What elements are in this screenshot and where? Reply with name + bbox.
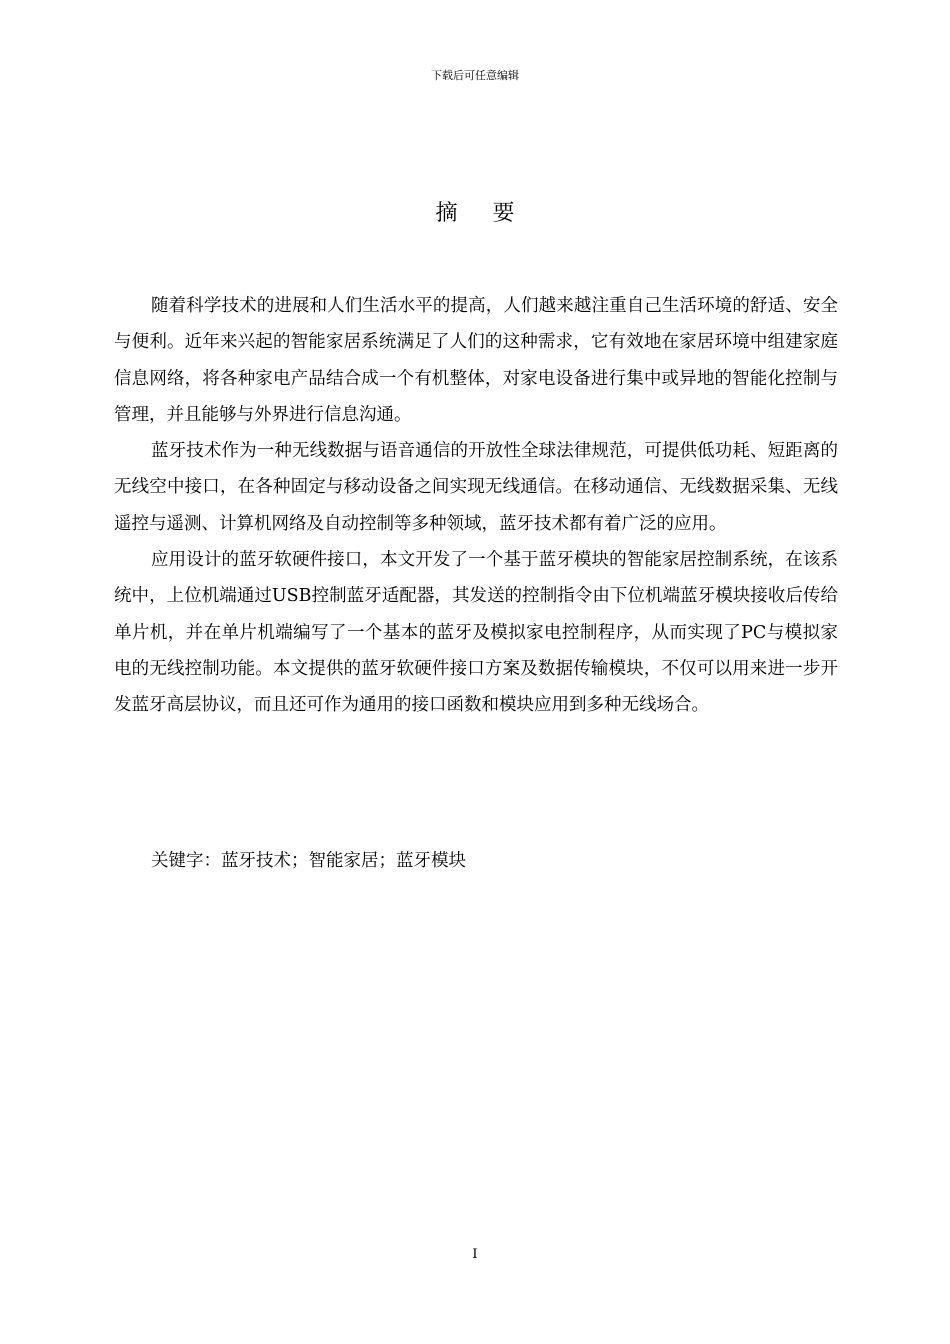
header-note: 下载后可任意编辑 [431,69,519,82]
abstract-title: 摘 要 [435,201,529,226]
keywords-line: 关键字：蓝牙技术；智能家居；蓝牙模块 [151,851,466,871]
abstract-paragraph-1: 随着科学技术的进展和人们生活水平的提高，人们越来越注重自己生活环境的舒适、安全与便利。近年来兴起的智能家居系统满足了人们的这种需求，它有效地在家居环境中组建家庭信息网络，将各种家电产品结合成一个有机整体，对家电设备进行集中或异地的智能化控制与管理，并且能够与外界进行信息沟通。 [114,296,838,425]
abstract-paragraph-3: 应用设计的蓝牙软硬件接口，本文开发了一个基于蓝牙模块的智能家居控制系统，在该系统中，上位机端通过USB控制蓝牙适配器，其发送的控制指令由下位机端蓝牙模块接收后传给单片机，并在单片机端编写了一个基本的蓝牙及模拟家电控制程序，从而实现了PC与模拟家电的无线控制功能。本文提供的蓝牙软硬件接口方案及数据传输模块，不仅可以用来进一步开发蓝牙高层协议，而且还可作为通用的接口函数和模块应用到多种无线场合。 [114,550,838,716]
abstract-paragraph-2: 蓝牙技术作为一种无线数据与语音通信的开放性全球法律规范，可提供低功耗、短距离的无线空中接口，在各种固定与移动设备之间实现无线通信。在移动通信、无线数据采集、无线遥控与遥测、计算机网络及自动控制等多种领域，蓝牙技术都有着广泛的应用。 [114,441,838,534]
abstract-body [114,288,838,724]
page-number: I [472,1247,478,1262]
